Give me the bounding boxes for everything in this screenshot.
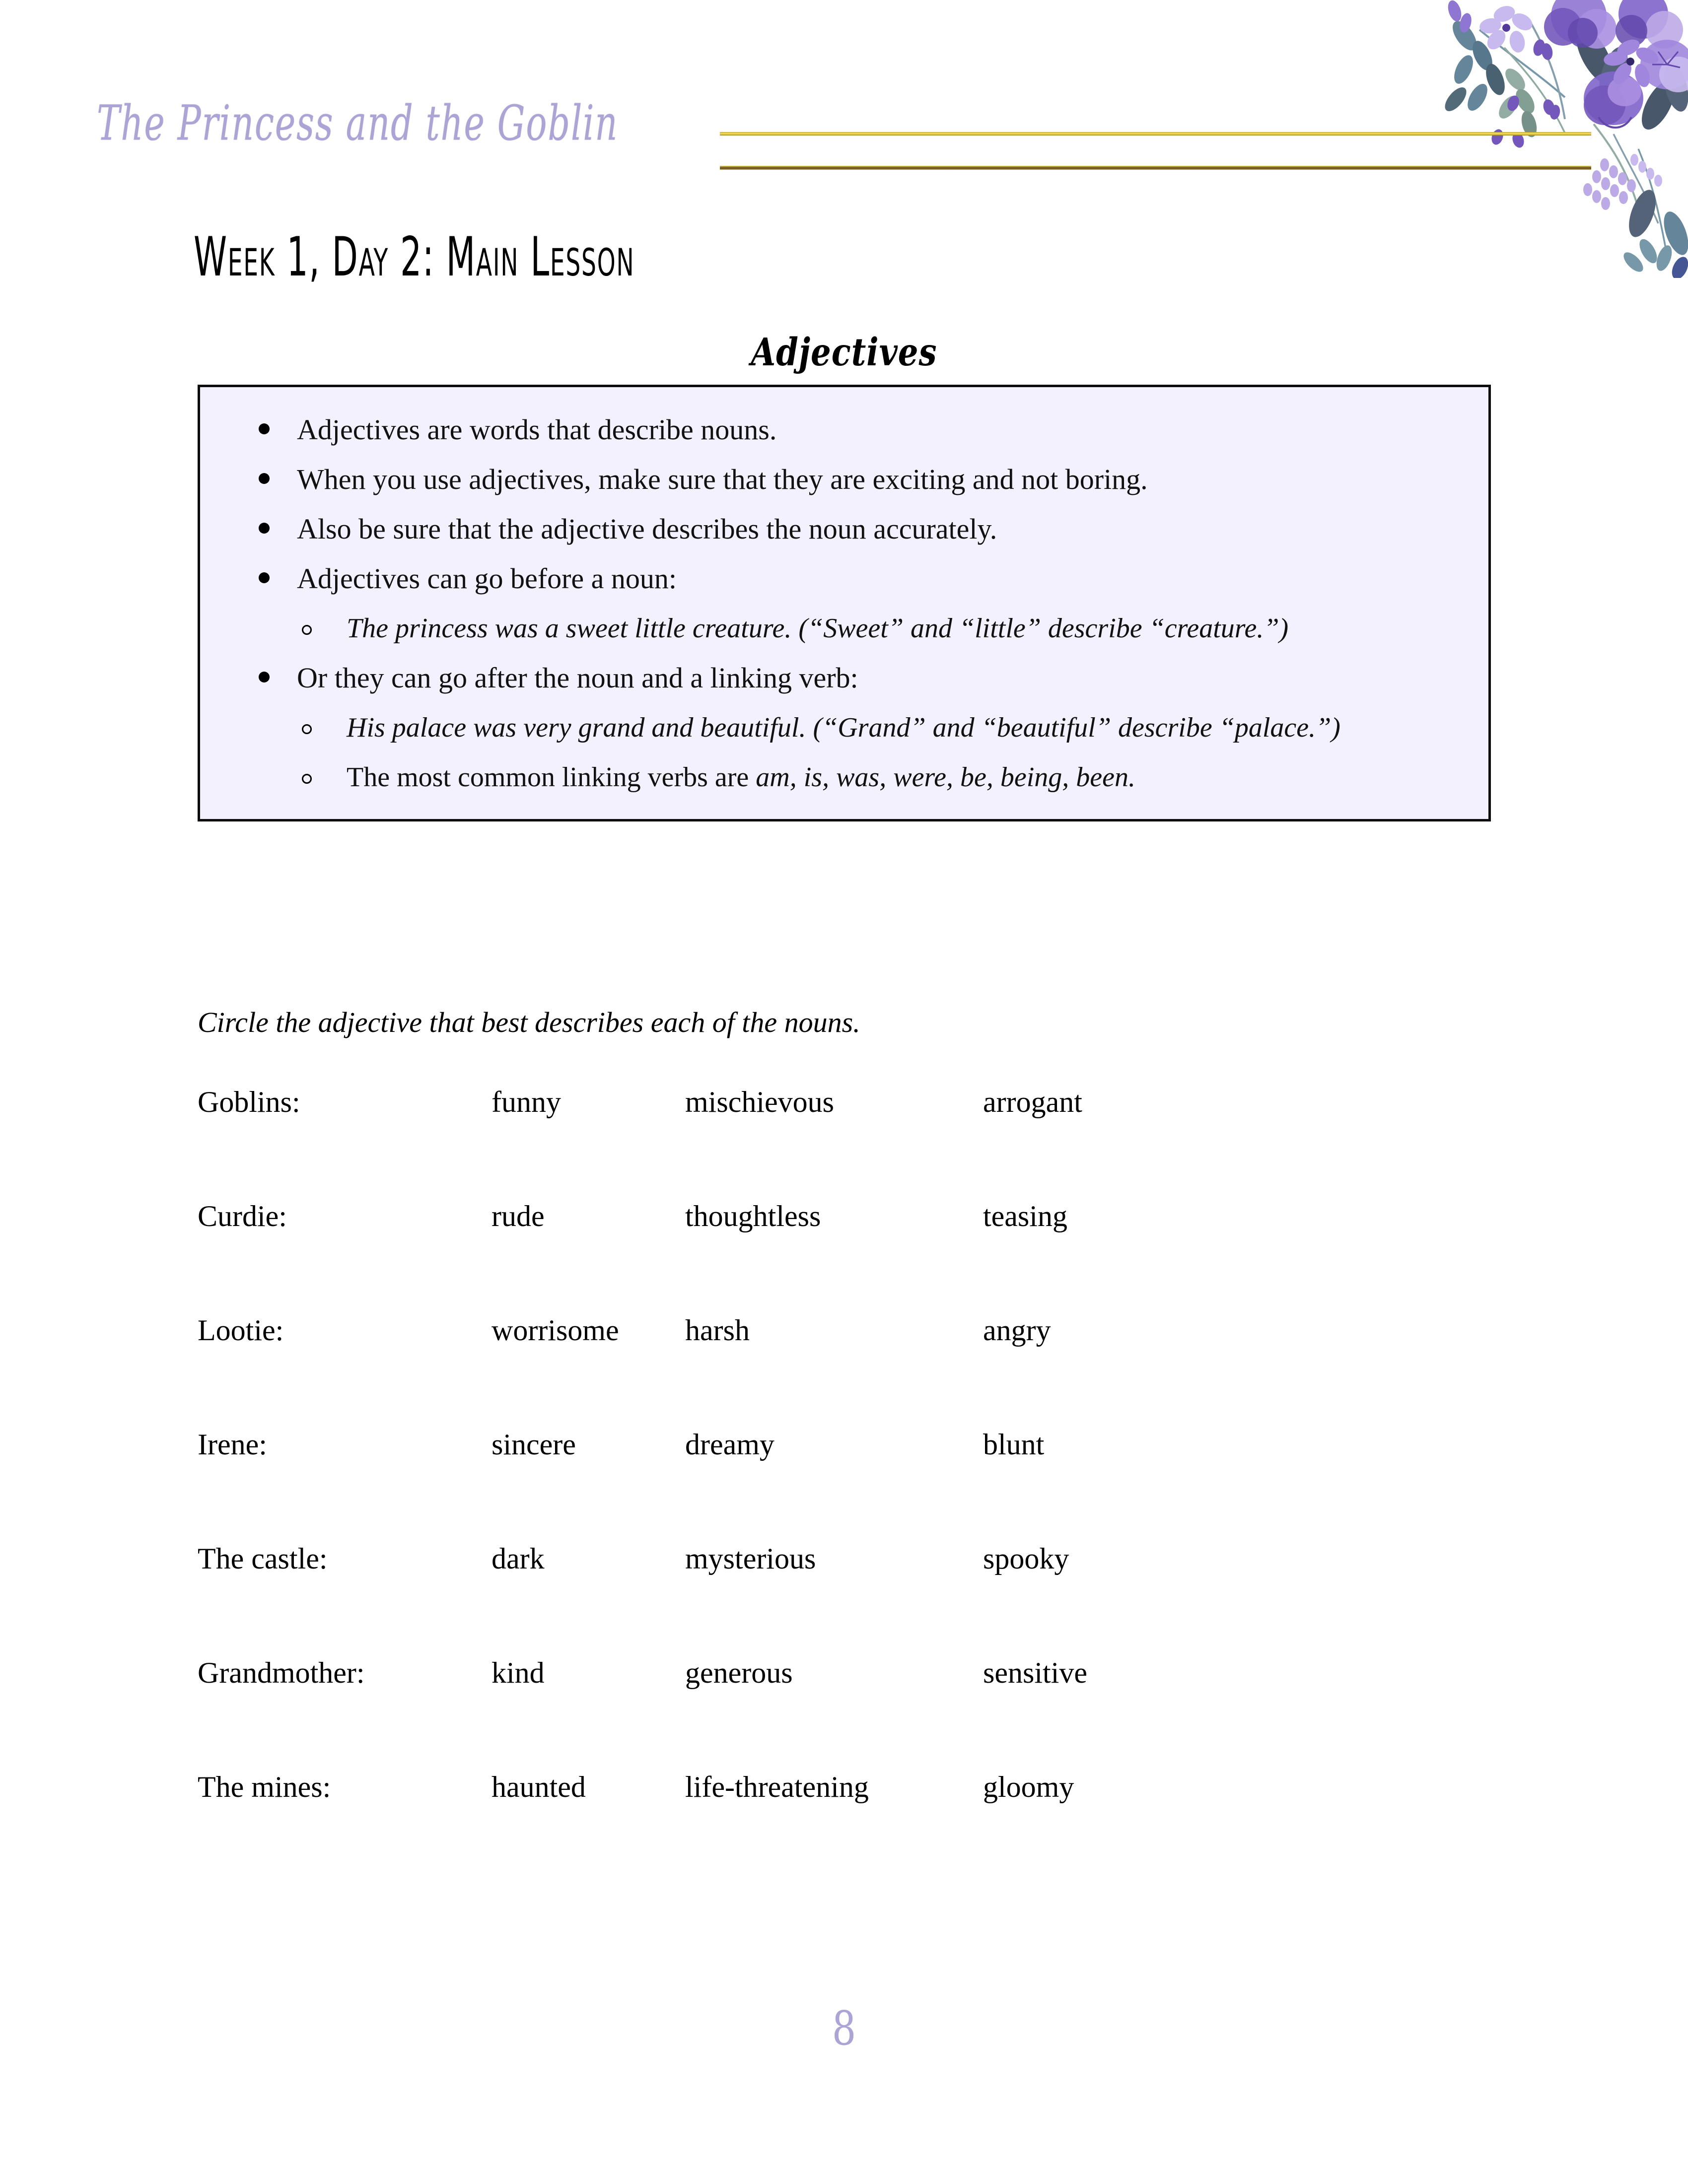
- rule-subbullet: [297, 703, 1469, 752]
- rule-text: When you use adjectives, make sure that they are exciting and not boring.: [297, 463, 1148, 495]
- rule-subtext: The princess was a sweet little creature. (“Sweet” and “little” describe “creature.”): [347, 613, 1289, 644]
- adjective-option[interactable]: haunted: [492, 1771, 586, 1803]
- rule-text: Or they can go after the noun and a linking verb:: [297, 662, 858, 694]
- petal-flower: [1603, 36, 1661, 89]
- rule-sublist: [297, 703, 1469, 802]
- rule-bullet: [220, 554, 1469, 653]
- rule-bullet: [220, 455, 1469, 504]
- bullet-circle-icon: [302, 752, 315, 802]
- exercise-noun: The mines:: [198, 1771, 331, 1803]
- running-head: [97, 88, 1591, 151]
- rule-text: Adjectives can go before a noun:: [297, 562, 677, 595]
- bullet-dot-icon: [259, 653, 272, 703]
- adjective-option[interactable]: harsh: [685, 1314, 750, 1347]
- rule-subbullet: [297, 604, 1469, 653]
- adjective-option[interactable]: sensitive: [983, 1656, 1087, 1689]
- adjective-option[interactable]: arrogant: [983, 1086, 1082, 1118]
- adjective-option[interactable]: thoughtless: [685, 1200, 821, 1232]
- adjective-option[interactable]: kind: [492, 1656, 545, 1689]
- exercise-noun: Lootie:: [198, 1314, 284, 1347]
- adjective-option[interactable]: rude: [492, 1200, 545, 1232]
- adjective-option[interactable]: angry: [983, 1314, 1051, 1347]
- rule-text: Adjectives are words that describe nouns.: [297, 413, 777, 446]
- rule-subtext: His palace was very grand and beautiful. (“Grand” and “beautiful” describe “palace.”): [347, 712, 1340, 743]
- rule-subtext-italic: am, is, was, were, be, being, been.: [756, 762, 1135, 793]
- exercise-row: [198, 1082, 1389, 1196]
- bullet-dot-icon: [259, 405, 272, 455]
- rule-bullet: [220, 504, 1469, 554]
- rules-box: [198, 385, 1491, 821]
- exercise-noun: The castle:: [198, 1542, 328, 1575]
- bullet-circle-icon: [302, 703, 315, 752]
- petal-flower: [1478, 3, 1536, 54]
- section-subtitle: Adjectives: [751, 330, 937, 375]
- rule-subtext-roman: The most common linking verbs are: [347, 762, 756, 793]
- exercise-row: [198, 1539, 1389, 1653]
- adjective-option[interactable]: worrisome: [492, 1314, 619, 1347]
- rule-bullet: [220, 405, 1469, 455]
- exercise-noun: Irene:: [198, 1428, 267, 1461]
- adjective-option[interactable]: gloomy: [983, 1771, 1074, 1803]
- bullet-dot-icon: [259, 455, 272, 504]
- rule-text: Also be sure that the adjective describes the noun accurately.: [297, 513, 997, 545]
- page-title: Week 1, Day 2: Main Lesson: [194, 225, 635, 288]
- bullet-dot-icon: [259, 504, 272, 554]
- book-title: The Princess and the Goblin: [97, 94, 619, 151]
- exercise-instruction: Circle the adjective that best describes each of the nouns.: [198, 1006, 860, 1038]
- bullet-dot-icon: [259, 554, 272, 604]
- exercise-row: [198, 1196, 1389, 1310]
- adjective-option[interactable]: mysterious: [685, 1542, 816, 1575]
- adjective-option[interactable]: dreamy: [685, 1428, 774, 1461]
- exercise-noun: Goblins:: [198, 1086, 300, 1118]
- adjective-option[interactable]: funny: [492, 1086, 561, 1118]
- rule-bullet: [220, 653, 1469, 802]
- exercise-row: [198, 1425, 1389, 1539]
- exercise-row: [198, 1310, 1389, 1425]
- adjective-option[interactable]: spooky: [983, 1542, 1069, 1575]
- rules-list: [220, 405, 1469, 802]
- exercise-list: [198, 1082, 1389, 1881]
- adjective-option[interactable]: teasing: [983, 1200, 1067, 1232]
- header-rule-top: [720, 132, 1591, 136]
- exercise-noun: Grandmother:: [198, 1656, 365, 1689]
- rule-subbullet: [297, 752, 1469, 802]
- header-rule-bottom: [720, 166, 1591, 170]
- adjective-option[interactable]: life-threatening: [685, 1771, 869, 1803]
- adjective-option[interactable]: sincere: [492, 1428, 576, 1461]
- exercise-noun: Curdie:: [198, 1200, 287, 1232]
- adjective-option[interactable]: mischievous: [685, 1086, 834, 1118]
- adjective-option[interactable]: generous: [685, 1656, 793, 1689]
- rule-sublist: [297, 604, 1469, 653]
- exercise-row: [198, 1653, 1389, 1767]
- page-number: 8: [832, 2000, 856, 2056]
- adjective-option[interactable]: dark: [492, 1542, 545, 1575]
- bullet-circle-icon: [302, 604, 315, 653]
- exercise-row: [198, 1767, 1389, 1881]
- adjective-option[interactable]: blunt: [983, 1428, 1045, 1461]
